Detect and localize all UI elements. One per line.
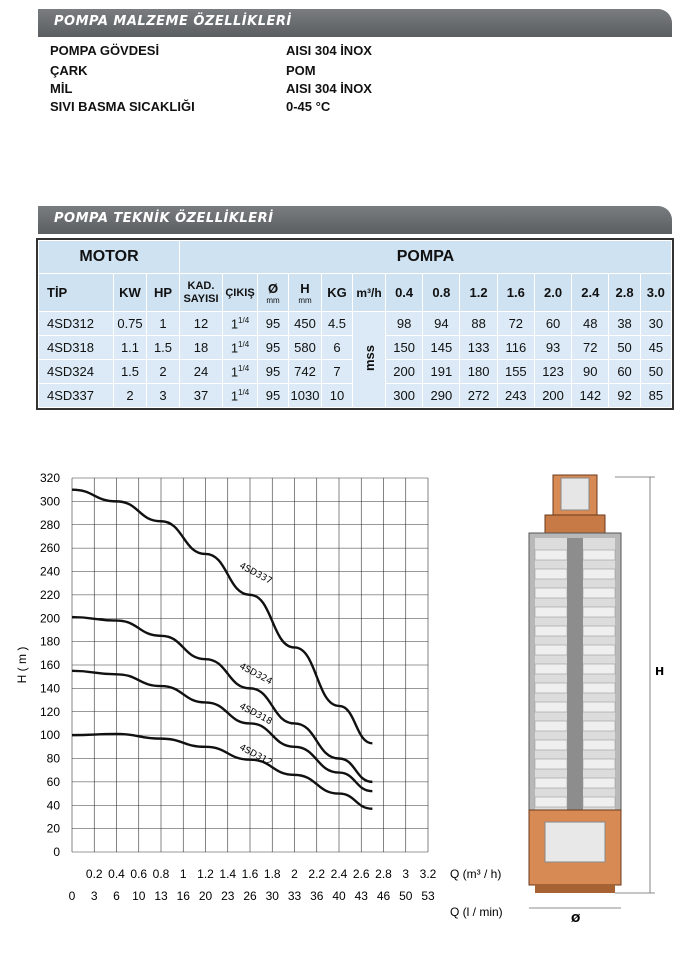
material-value: POM (286, 63, 316, 78)
cell-head: 133 (460, 336, 497, 360)
cell-tip: 4SD337 (39, 384, 114, 408)
cell-tip: 4SD312 (39, 312, 114, 336)
pump-group-header: POMPA (180, 241, 672, 274)
cell-head: 72 (497, 312, 534, 336)
mss-label: mss (361, 344, 377, 372)
cell-head: 94 (423, 312, 460, 336)
x-tick-label-l: 23 (221, 889, 235, 903)
flow-header: 0.4 (386, 274, 423, 312)
pump-stage (583, 721, 615, 731)
pump-stage (583, 740, 615, 750)
performance-chart (0, 460, 503, 930)
curve-4sd337 (72, 490, 372, 744)
pump-stage (583, 588, 615, 598)
y-tick-label: 280 (39, 517, 60, 532)
cell-head: 200 (386, 360, 423, 384)
x-tick-label-l: 43 (354, 889, 368, 903)
cell-h: 1030 (289, 384, 322, 408)
pump-stage (583, 626, 615, 636)
pump-stage (583, 550, 615, 560)
x-tick-label-l: 36 (310, 889, 324, 903)
cikis-whole: 1 (230, 316, 239, 332)
cell-head: 45 (640, 336, 671, 360)
x-tick-label-q: 1.8 (263, 867, 281, 881)
cell-head: 300 (386, 384, 423, 408)
cell-head: 50 (640, 360, 671, 384)
curve-4sd312 (72, 734, 372, 809)
pump-stage (535, 797, 567, 807)
series-label: 4SD324 (237, 661, 274, 688)
cell-hp: 1.5 (147, 336, 180, 360)
cell-kg: 4.5 (322, 312, 353, 336)
x-tick-label-q: 0.2 (85, 867, 103, 881)
cell-cikis (223, 336, 258, 360)
material-value: AISI 304 İNOX (286, 43, 372, 58)
cell-head: 38 (609, 312, 640, 336)
y-tick-label: 60 (46, 774, 60, 789)
cell-dia: 95 (258, 312, 289, 336)
pump-stage (583, 797, 615, 807)
cell-head: 85 (640, 384, 671, 408)
cell-head: 90 (572, 360, 609, 384)
dia-symbol: Ø (267, 280, 279, 296)
x-tick-label-l: 46 (376, 889, 391, 903)
cikis-whole: 1 (230, 364, 239, 380)
flow-header: 2.4 (572, 274, 609, 312)
cell-h: 450 (289, 312, 322, 336)
cell-head: 98 (386, 312, 423, 336)
cell-kw: 1.5 (114, 360, 147, 384)
cell-kad: 12 (180, 312, 223, 336)
y-tick-label: 80 (46, 751, 60, 766)
cell-head: 123 (534, 360, 571, 384)
x-tick-label-l: 50 (399, 889, 413, 903)
pump-stage (535, 607, 567, 617)
y-tick-label: 20 (46, 821, 60, 836)
col-cikis: ÇIKIŞ (223, 274, 258, 312)
y-tick-label: 240 (39, 564, 60, 579)
x-tick-label-q: 3.2 (419, 867, 437, 881)
cell-tip: 4SD324 (39, 360, 114, 384)
x-tick-label-q: 2.6 (352, 867, 370, 881)
x-tick-label-l: 33 (287, 889, 302, 903)
y-tick-label: 220 (39, 587, 60, 602)
cell-cikis (223, 312, 258, 336)
col-hp: HP (147, 274, 180, 312)
y-tick-label: 120 (39, 704, 60, 719)
pump-stage (535, 550, 567, 560)
y-axis-label: H ( m ) (15, 646, 29, 684)
series-label: 4SD337 (237, 561, 274, 587)
cell-head: 145 (423, 336, 460, 360)
material-label: SIVI BASMA SICAKLIĞI (50, 99, 195, 114)
material-label: ÇARK (50, 63, 88, 78)
motor-group-header: MOTOR (39, 241, 180, 274)
cell-head: 60 (609, 360, 640, 384)
material-label: POMPA GÖVDESİ (50, 43, 160, 58)
cell-head: 60 (534, 312, 571, 336)
pump-stage (535, 721, 567, 731)
cell-hp: 1 (147, 312, 180, 336)
col-dia (258, 274, 289, 312)
cell-head: 150 (386, 336, 423, 360)
material-label: MİL (50, 81, 73, 96)
flow-header: 2.0 (534, 274, 571, 312)
h-unit: mm (298, 295, 312, 305)
table-row (39, 312, 672, 336)
x-tick-label-l: 3 (90, 889, 98, 903)
y-tick-label: 300 (39, 494, 60, 509)
cell-kg: 7 (322, 360, 353, 384)
cell-head: 50 (609, 336, 640, 360)
x-axis-label-q: Q (m³ / h) (450, 867, 502, 881)
cell-head: 155 (497, 360, 534, 384)
cell-head: 191 (423, 360, 460, 384)
cell-hp: 3 (147, 384, 180, 408)
x-tick-label-q: 1 (179, 867, 187, 881)
cell-cikis (223, 360, 258, 384)
materials-title: POMPA MALZEME ÖZELLİKLERİ (54, 14, 292, 29)
x-tick-label-q: 0.6 (130, 867, 148, 881)
series-label: 4SD318 (237, 701, 274, 728)
cell-head: 30 (640, 312, 671, 336)
pump-stage (583, 664, 615, 674)
cell-dia: 95 (258, 384, 289, 408)
cikis-whole: 1 (230, 340, 239, 356)
x-tick-label-l: 10 (132, 889, 146, 903)
col-tip: TİP (39, 274, 114, 312)
cell-kad: 18 (180, 336, 223, 360)
pump-illustration (529, 475, 621, 893)
cell-head: 116 (497, 336, 534, 360)
col-kg: KG (322, 274, 353, 312)
cell-head: 243 (497, 384, 534, 408)
cell-h: 742 (289, 360, 322, 384)
cell-head: 142 (572, 384, 609, 408)
diameter-dim-label: Ø (571, 912, 581, 925)
cell-kw: 2 (114, 384, 147, 408)
material-value: 0-45 °C (286, 99, 331, 114)
series-label: 4SD312 (237, 742, 274, 769)
x-tick-label-l: 13 (154, 889, 168, 903)
x-tick-label-q: 2.4 (330, 867, 348, 881)
pump-stage (535, 759, 567, 769)
x-axis-label-l: Q (l / min) (450, 905, 503, 919)
x-tick-label-q: 0.4 (108, 867, 125, 881)
cell-head: 180 (460, 360, 497, 384)
cikis-fraction: 1/4 (238, 363, 250, 373)
cell-kg: 10 (322, 384, 353, 408)
y-tick-label: 100 (39, 728, 60, 743)
cell-head: 290 (423, 384, 460, 408)
x-tick-label-l: 20 (198, 889, 213, 903)
pump-drawing (505, 470, 675, 930)
y-tick-label: 140 (39, 681, 60, 696)
cell-dia: 95 (258, 336, 289, 360)
col-h (289, 274, 322, 312)
y-tick-label: 180 (39, 634, 60, 649)
y-tick-label: 40 (46, 798, 60, 813)
flow-header: 0.8 (423, 274, 460, 312)
x-tick-label-q: 3 (402, 867, 410, 881)
cell-h: 580 (289, 336, 322, 360)
cell-kg: 6 (322, 336, 353, 360)
col-kad: KAD. SAYISI (180, 274, 223, 312)
flow-header: 2.8 (609, 274, 640, 312)
pump-stage (535, 569, 567, 579)
cikis-fraction: 1/4 (238, 387, 250, 397)
material-value: AISI 304 İNOX (286, 81, 372, 96)
cell-kad: 37 (180, 384, 223, 408)
chart-curves (72, 490, 372, 809)
pump-stage (535, 702, 567, 712)
pump-stage (583, 683, 615, 693)
height-dim-label: H (655, 665, 665, 678)
cell-mss-unit (353, 312, 386, 408)
specs-header (38, 206, 672, 234)
pump-stage (583, 645, 615, 655)
cell-head: 48 (572, 312, 609, 336)
cell-head: 92 (609, 384, 640, 408)
cell-dia: 95 (258, 360, 289, 384)
cell-head: 200 (534, 384, 571, 408)
x-tick-label-l: 16 (176, 889, 190, 903)
dia-unit: mm (266, 295, 280, 305)
curve-4sd318 (72, 671, 372, 791)
pump-stage (535, 778, 567, 788)
y-tick-label: 0 (53, 845, 60, 859)
x-tick-label-l: 30 (265, 889, 279, 903)
pump-stage (535, 645, 567, 655)
materials-header (38, 9, 672, 37)
pump-stage (583, 759, 615, 769)
x-tick-label-l: 40 (332, 889, 346, 903)
pump-stage (583, 569, 615, 579)
specs-title: POMPA TEKNİK ÖZELLİKLERİ (54, 211, 274, 226)
cell-head: 93 (534, 336, 571, 360)
x-tick-label-q: 1.4 (219, 867, 237, 881)
cell-kw: 0.75 (114, 312, 147, 336)
cell-head: 88 (460, 312, 497, 336)
pump-stage (535, 626, 567, 636)
pump-stage (583, 778, 615, 788)
col-kw: KW (114, 274, 147, 312)
x-tick-label-q: 2.8 (375, 867, 392, 881)
pump-stage (535, 588, 567, 598)
x-tick-label-q: 2.2 (308, 867, 326, 881)
y-tick-label: 200 (39, 611, 60, 626)
cell-head: 72 (572, 336, 609, 360)
x-tick-label-l: 6 (113, 889, 120, 903)
cell-cikis (223, 384, 258, 408)
cikis-fraction: 1/4 (238, 339, 250, 349)
pump-stage (535, 664, 567, 674)
cell-tip: 4SD318 (39, 336, 114, 360)
spec-table (38, 240, 672, 408)
pump-stage (583, 702, 615, 712)
pump-stage (535, 683, 567, 693)
x-tick-label-q: 0.8 (152, 867, 170, 881)
cell-head: 272 (460, 384, 497, 408)
flow-header: 1.2 (460, 274, 497, 312)
x-tick-label-l: 0 (68, 889, 76, 903)
cell-kw: 1.1 (114, 336, 147, 360)
x-tick-label-l: 53 (421, 889, 435, 903)
cikis-fraction: 1/4 (238, 315, 250, 325)
cell-kad: 24 (180, 360, 223, 384)
h-symbol: H (300, 280, 310, 296)
x-tick-label-q: 2 (291, 867, 298, 881)
col-flow: m³/h (353, 274, 386, 312)
y-tick-label: 320 (39, 471, 60, 485)
cell-hp: 2 (147, 360, 180, 384)
flow-header: 3.0 (640, 274, 671, 312)
cikis-whole: 1 (230, 388, 239, 404)
flow-header: 1.6 (497, 274, 534, 312)
y-tick-label: 260 (39, 541, 60, 556)
pump-stage (535, 740, 567, 750)
x-tick-label-q: 1.2 (197, 867, 214, 881)
x-tick-label-l: 26 (243, 889, 257, 903)
pump-stage (583, 607, 615, 617)
x-tick-label-q: 1.6 (241, 867, 259, 881)
y-tick-label: 160 (39, 658, 60, 672)
